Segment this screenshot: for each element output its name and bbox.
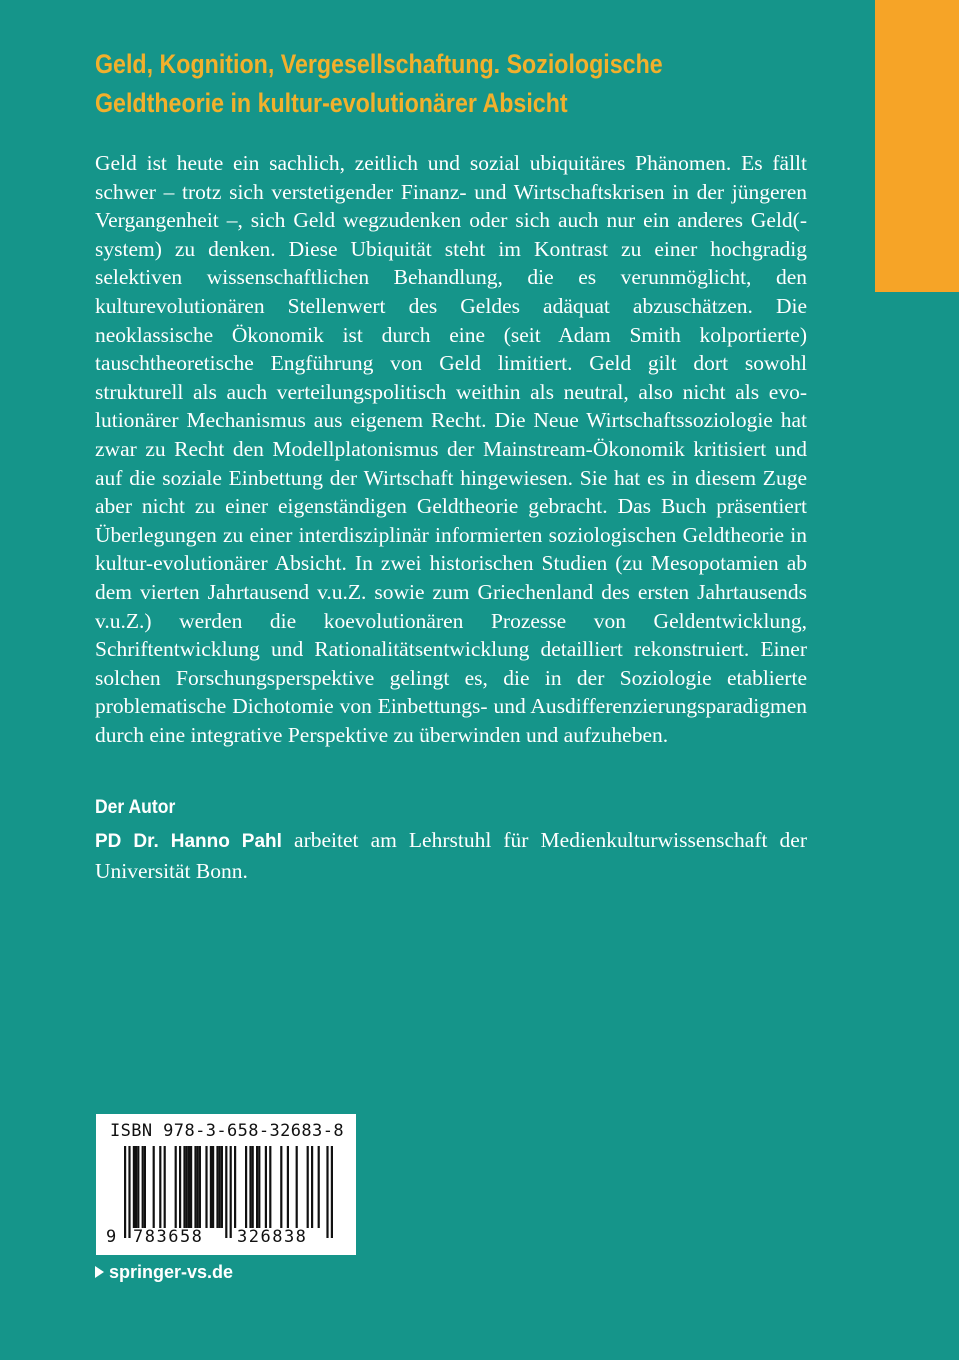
barcode-bar bbox=[216, 1146, 218, 1228]
barcode-bar bbox=[234, 1146, 236, 1228]
barcode-bar bbox=[258, 1146, 260, 1228]
book-title bbox=[95, 45, 749, 123]
author-bio-text: arbeitet am Lehrstuhl für Medienkulturwissenschaft der Universität Bonn. bbox=[95, 828, 807, 883]
arrow-right-icon bbox=[95, 1266, 104, 1278]
author-name: PD Dr. Hanno Pahl bbox=[95, 831, 282, 852]
barcode-bar bbox=[252, 1146, 254, 1228]
barcode-bar bbox=[256, 1146, 258, 1228]
barcode-bar bbox=[194, 1146, 196, 1228]
barcode-bar bbox=[128, 1146, 130, 1238]
barcode-bar bbox=[164, 1146, 166, 1228]
barcode-bar bbox=[124, 1146, 126, 1238]
barcode-digit-group-2: 326838 bbox=[237, 1227, 308, 1247]
barcode-bar bbox=[249, 1146, 251, 1228]
barcode-bar bbox=[142, 1146, 144, 1228]
barcode-bar bbox=[212, 1146, 214, 1228]
barcode-bar bbox=[287, 1146, 289, 1228]
barcode-bar bbox=[133, 1146, 135, 1228]
book-description bbox=[95, 149, 807, 749]
orange-accent-tab bbox=[875, 0, 959, 292]
book-title-line-2: Geldtheorie in kultur-evolutionärer Absicht bbox=[95, 88, 568, 118]
description-paragraph: Geld ist heute ein sachlich, zeitlich und sozial ubiquitäres Phänomen. Es fällt schwer – trotz sich verstetigender Finanz- und Wirtschaftskrisen in der jüngeren Vergangenheit –, sich Geld wegzudenken oder sich auch nur ein anderes Geld(-system) zu denken. Diese Ubiquität steht im Kontrast zu einer hochgradig selektiven wissenschaftlichen Behandlung, die es verunmöglicht, den kulturevolutionären Stellenwert des Geldes adäquat abzuschätzen. Die neoklassische Ökonomik ist durch eine (seit Adam Smith kolportierte) tauschtheoretische Engführung von Geld limitiert. Geld gilt dort sowohl strukturell als auch verteilungspolitisch weithin als neutral, also nicht als evolutionärer Mechanismus aus eigenem Recht. Die Neue Wirtschaftssoziologie hat zwar zu Recht den Modellplatonismus der Mainstream-Ökonomik kritisiert und auf die soziale Einbettung der Wirtschaft hingewiesen. Sie hat es in diesem Zuge aber nicht zu einer eigenständigen Geldtheorie gebracht. Das Buch präsentiert Überlegungen zu einer interdisziplinär informierten soziologischen Geldtheorie in kultur-evolutionärer Absicht. In zwei historischen Studien (zu Mesopotamien ab dem vierten Jahrtausend v.u.Z. sowie zum Griechenland des ersten Jahrtausends v.u.Z.) werden die koevolutionären Prozesse von Geldentwicklung, Schriftentwicklung und Rationalitätsentwicklung detailliert rekonstruiert. Einer solchen Forschungsperspektive gelingt es, die in der Soziologie etablierte problematische Dichotomie von Einbettungs- und Ausdifferenzierungsparadigmen durch eine integrative Perspektive zu überwinden und aufzuheben. bbox=[95, 151, 807, 747]
isbn-label: ISBN 978-3-658-32683-8 bbox=[110, 1121, 344, 1141]
author-bio bbox=[95, 826, 807, 885]
isbn-barcode bbox=[96, 1114, 356, 1255]
barcode-bar bbox=[197, 1146, 199, 1228]
publisher-url: springer-vs.de bbox=[109, 1262, 234, 1282]
barcode-bar bbox=[135, 1146, 137, 1228]
barcode-bar bbox=[296, 1146, 298, 1228]
barcode-bar bbox=[186, 1146, 188, 1228]
barcode-bar bbox=[205, 1146, 207, 1228]
barcode-bar bbox=[175, 1146, 177, 1228]
barcode-bar bbox=[280, 1146, 282, 1228]
barcode-bar bbox=[230, 1146, 232, 1238]
barcode-bar bbox=[144, 1146, 146, 1228]
barcode-bar bbox=[219, 1146, 221, 1228]
barcode-bar bbox=[326, 1146, 328, 1238]
author-heading: Der Autor bbox=[95, 796, 176, 818]
barcode-first-digit: 9 bbox=[106, 1227, 118, 1247]
book-title-line-1: Geld, Kognition, Vergesellschaftung. Soziologische bbox=[95, 49, 663, 79]
barcode-bar bbox=[307, 1146, 309, 1228]
barcode-bar bbox=[159, 1146, 161, 1228]
barcode-bar bbox=[225, 1146, 227, 1238]
barcode-bar bbox=[311, 1146, 313, 1228]
barcode-bar bbox=[190, 1146, 192, 1228]
barcode-bar bbox=[179, 1146, 181, 1228]
barcode-bar bbox=[199, 1146, 201, 1228]
barcode-bar bbox=[265, 1146, 267, 1228]
barcode-bar bbox=[245, 1146, 247, 1228]
barcode-bar bbox=[221, 1146, 223, 1228]
barcode-bar bbox=[183, 1146, 185, 1228]
barcode-bar bbox=[331, 1146, 333, 1238]
barcode-bar bbox=[153, 1146, 155, 1228]
barcode-digit-group-1: 783658 bbox=[133, 1227, 204, 1247]
barcode-bar bbox=[137, 1146, 139, 1228]
publisher-link[interactable] bbox=[95, 1262, 233, 1283]
barcode-bar bbox=[188, 1146, 190, 1228]
barcode-bar bbox=[210, 1146, 212, 1228]
barcode-bar bbox=[318, 1146, 320, 1228]
barcode-bar bbox=[269, 1146, 271, 1228]
